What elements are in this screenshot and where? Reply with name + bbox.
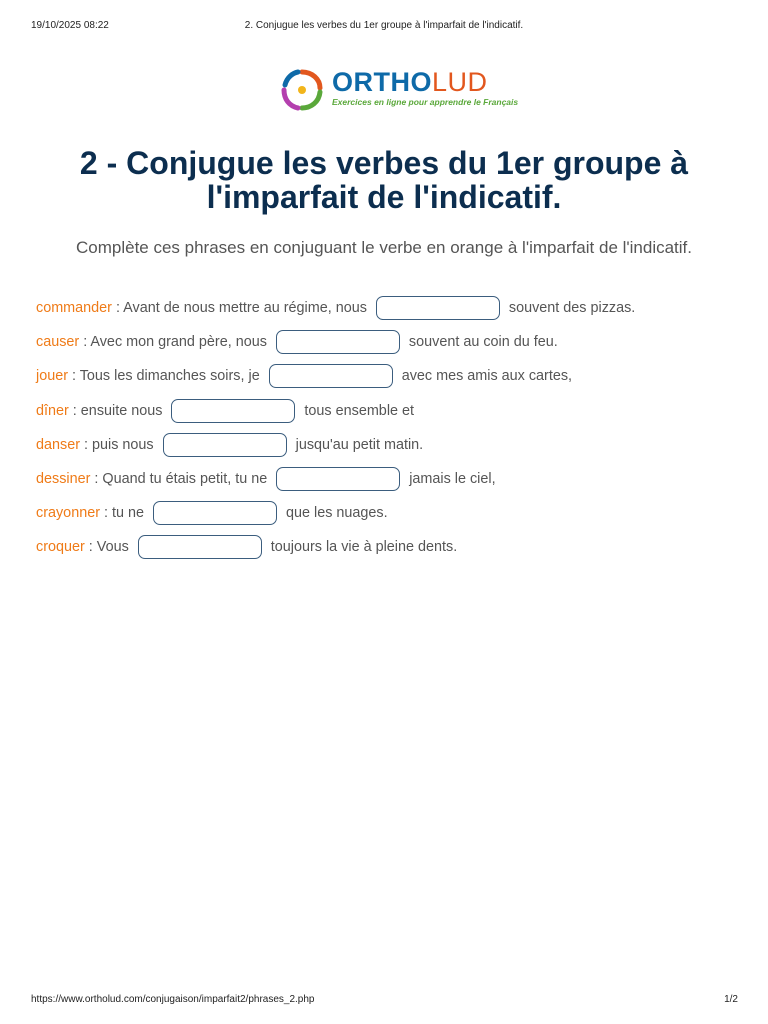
answer-input[interactable] [138,535,262,559]
sentence-before: : ensuite nous [68,402,167,419]
sentence-row [36,296,736,320]
answer-input[interactable] [171,399,295,423]
sentence-row [36,535,736,559]
sentence-row [36,467,736,491]
verb-label: commander [36,300,112,316]
answer-input[interactable] [269,364,393,388]
sentence-after: avec mes amis aux cartes, [397,368,573,385]
sentence-before: : Avec mon grand père, nous [79,334,271,351]
page-number: 1/2 [724,994,738,1005]
sentence-after: que les nuages. [282,505,388,522]
sentence-before: : Quand tu étais petit, tu ne [90,470,272,487]
sentence-after: jusqu'au petit matin. [291,436,424,453]
verb-label: causer [36,334,80,351]
sentence-after: toujours la vie à pleine dents. [266,539,458,556]
logo-text-light: LUD [432,67,488,97]
logo-text-bold: ORTHO [332,67,432,97]
verb-label: danser [36,436,81,453]
print-footer [0,994,768,1014]
sentence-row [36,330,736,354]
sentence-before: : Vous [84,539,133,556]
sentence-row [36,501,736,525]
sentence-before: : puis nous [80,436,158,453]
sentence-after: tous ensemble et [300,402,415,419]
logo-tagline: Exercices en ligne pour apprendre le Français [332,97,519,107]
sentence-before: : tu ne [100,505,148,522]
sentence-after: souvent au coin du feu. [404,334,558,351]
print-date: 19/10/2025 08:22 [31,20,109,31]
page-title: 2 - Conjugue les verbes du 1er groupe à l'imparfait de l'indicatif. [79,145,689,215]
logo-wordmark [332,66,488,98]
print-url: https://www.ortholud.com/conjugaison/imparfait2/phrases_2.php [31,994,315,1005]
sentence-after: jamais le ciel, [405,470,496,487]
instructions: Complète ces phrases en conjuguant le verbe en orange à l'imparfait de l'indicatif. [75,238,693,257]
verb-label: croquer [36,539,85,556]
sentence-before: : Tous les dimanches soirs, je [68,368,264,385]
sentence-before: : Avant de nous mettre au régime, nous [111,300,371,316]
print-header [0,0,768,40]
ortholud-swirl-icon [278,66,326,114]
verb-label: crayonner [36,505,100,522]
sentence-row [36,364,736,388]
answer-input[interactable] [163,433,287,457]
print-page-title: 2. Conjugue les verbes du 1er groupe à l'imparfait de l'indicatif. [244,20,524,31]
answer-input[interactable] [276,467,400,491]
verb-label: jouer [36,368,68,385]
sentence-row [36,399,736,423]
verb-label: dessiner [36,470,91,487]
answer-input[interactable] [376,296,500,320]
answer-input[interactable] [153,501,277,525]
sentence-after: souvent des pizzas. [504,300,636,316]
verb-label: dîner [36,402,69,419]
ortholud-logo[interactable] [278,64,519,116]
exercise-list [36,296,736,570]
sentence-row [36,433,736,457]
answer-input[interactable] [276,330,400,354]
